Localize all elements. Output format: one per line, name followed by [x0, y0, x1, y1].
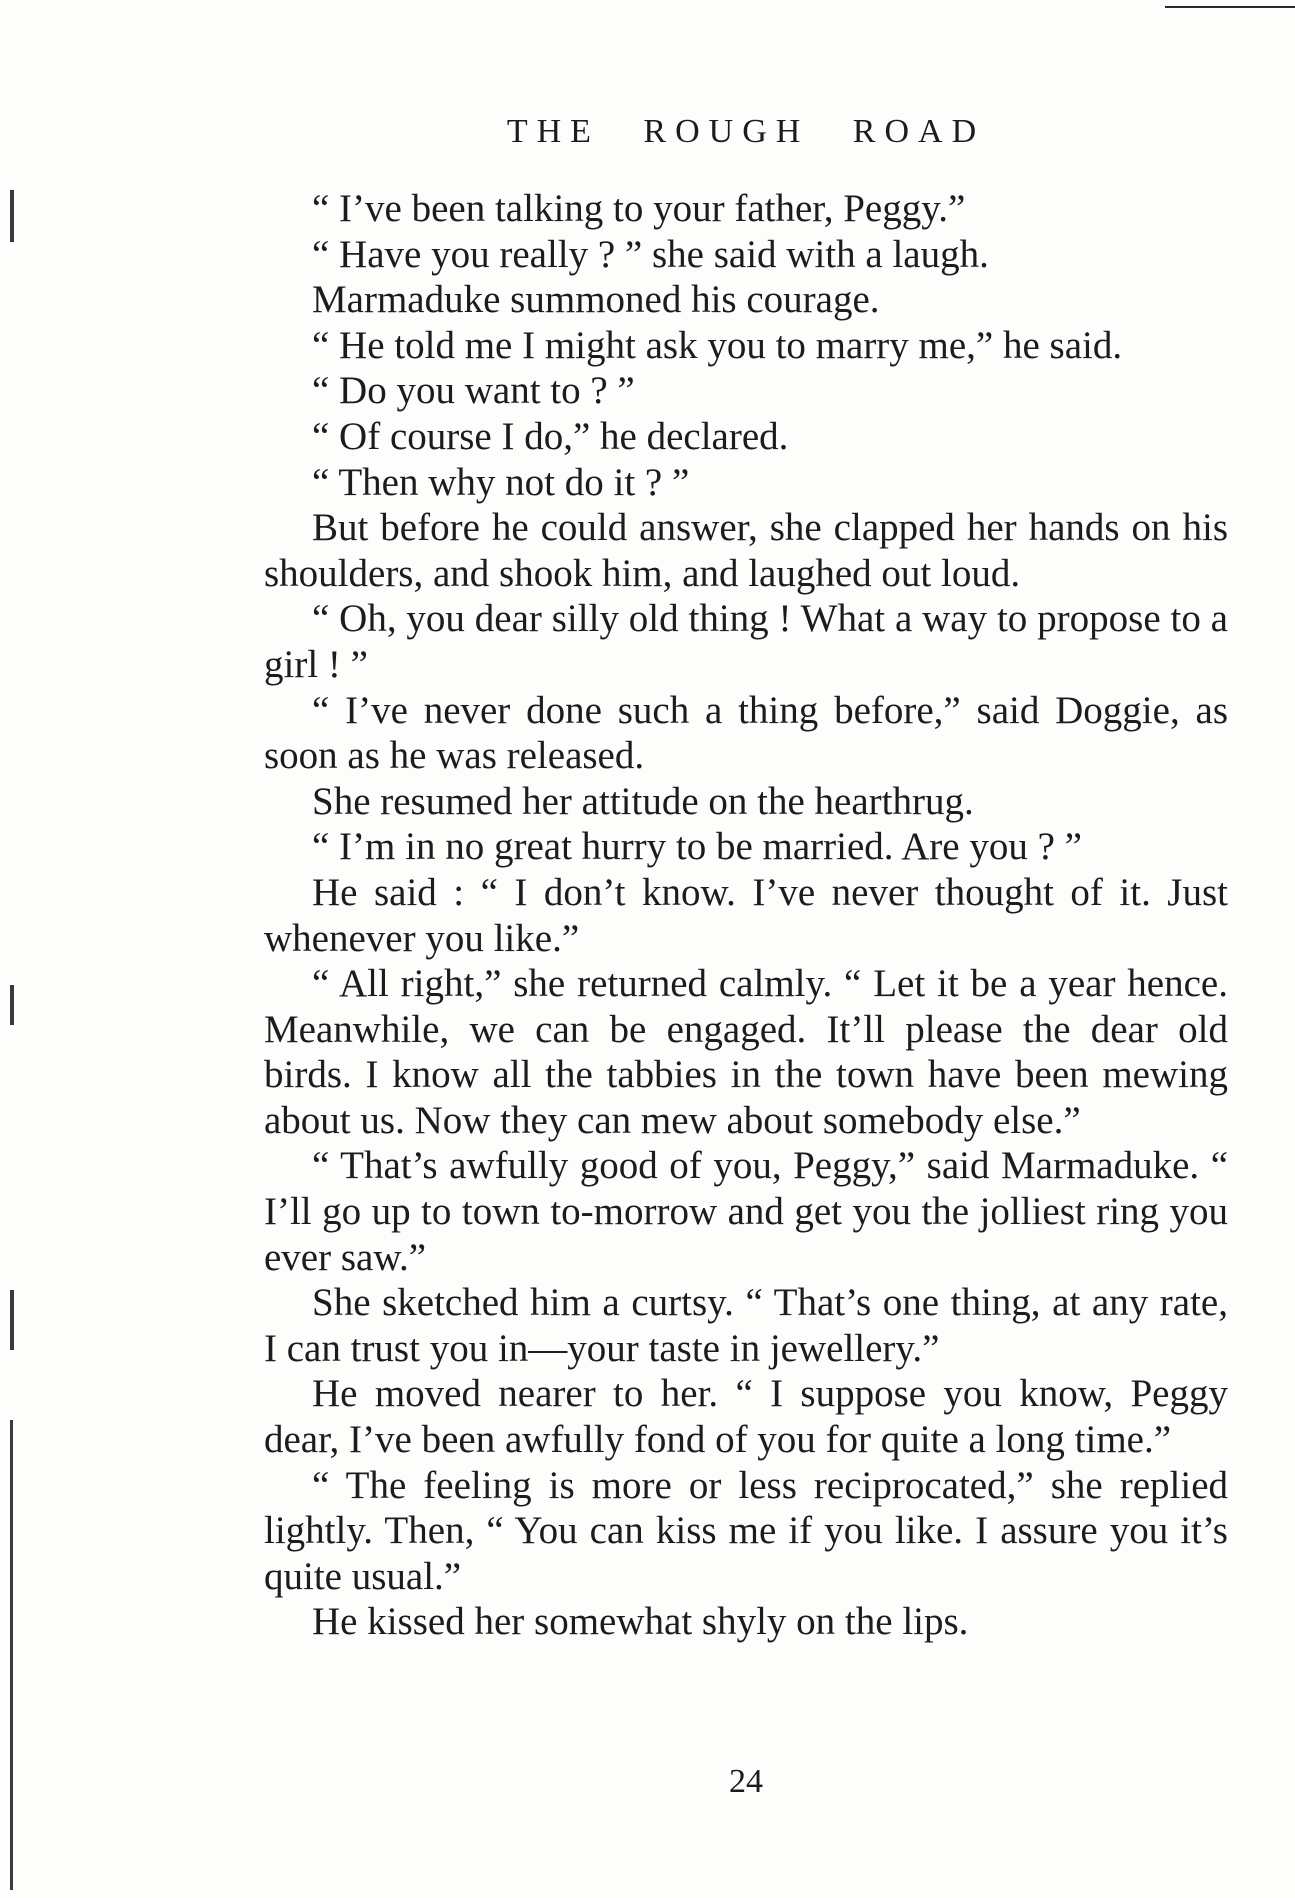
- binding-shadow-mark: [10, 985, 14, 1025]
- paragraph: “ I’ve been talking to your father, Peggy.”: [312, 187, 966, 230]
- paragraph: “ Of course I do,” he declared.: [312, 414, 789, 458]
- paragraph: “ All right,” she returned calmly. “ Let it be a year hence. Meanwhile, we can be engaged. It’ll please the dear old birds. I know all the tabbies in the town have been mewing about us. Now they can mew about somebody else.”: [264, 962, 1228, 1142]
- paragraph: He said : “ I don’t know. I’ve never thought of it. Just whenever you like.”: [264, 870, 1228, 960]
- body-text: [264, 186, 1228, 1645]
- paragraph: Marmaduke summoned his courage.: [312, 278, 880, 322]
- paragraph: He moved nearer to her. “ I suppose you know, Peggy dear, I’ve been awfully fond of you for quite a long time.”: [264, 1372, 1228, 1462]
- paragraph: She resumed her attitude on the hearthrug.: [312, 779, 974, 823]
- page-number: 24: [729, 1763, 763, 1800]
- paragraph: He kissed her somewhat shyly on the lips.: [312, 1600, 969, 1644]
- paragraph: “ Do you want to ? ”: [312, 369, 635, 413]
- paragraph: “ Have you really ? ” she said with a laugh.: [312, 232, 989, 276]
- binding-shadow-mark: [10, 190, 14, 242]
- paragraph: “ I’m in no great hurry to be married. Are you ? ”: [312, 825, 1082, 869]
- paragraph: “ Then why not do it ? ”: [312, 460, 690, 504]
- running-head: THE ROUGH ROAD: [506, 113, 986, 150]
- paragraph: “ That’s awfully good of you, Peggy,” said Marmaduke. “ I’ll go up to town to-morrow and get you the jolliest ring you ever saw.”: [264, 1144, 1228, 1279]
- paragraph: “ He told me I might ask you to marry me,” he said.: [312, 323, 1123, 367]
- paragraph: “ Oh, you dear silly old thing ! What a way to propose to a girl ! ”: [264, 597, 1228, 686]
- top-edge-rule: [1165, 6, 1295, 8]
- paragraph: But before he could answer, she clapped her hands on his shoulders, and shook him, and laughed out loud.: [264, 506, 1228, 595]
- paragraph: “ I’ve never done such a thing before,” said Doggie, as soon as he was released.: [264, 688, 1228, 778]
- binding-shadow-mark: [10, 1290, 14, 1350]
- paragraph: She sketched him a curtsy. “ That’s one thing, at any rate, I can trust you in—your taste in jewellery.”: [264, 1281, 1228, 1370]
- binding-shadow-mark: [10, 1420, 13, 1890]
- paragraph: “ The feeling is more or less reciprocated,” she replied lightly. Then, “ You can kiss me if you like. I assure you it’s quite usual.”: [264, 1463, 1228, 1598]
